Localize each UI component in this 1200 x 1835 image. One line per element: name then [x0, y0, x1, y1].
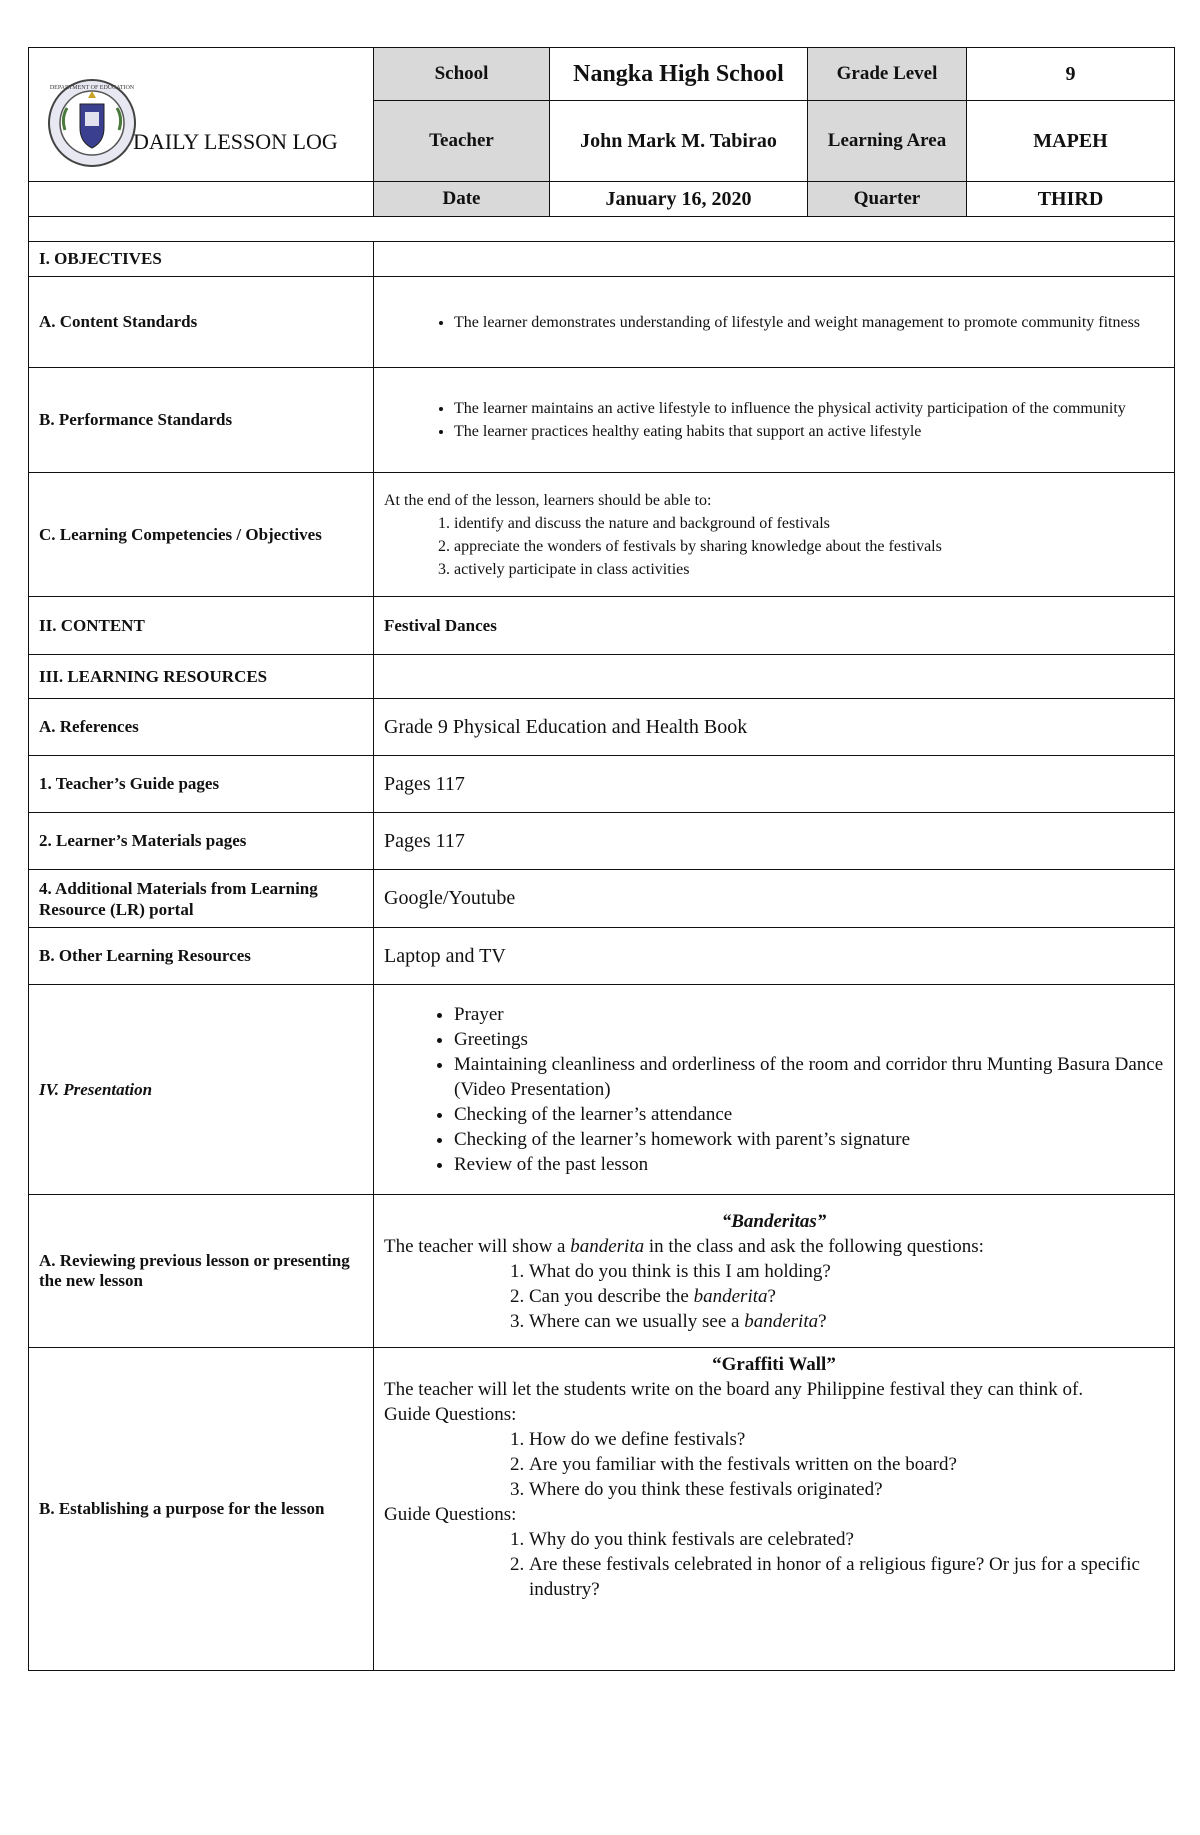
lesson-log-table [28, 47, 1175, 1671]
teacher-label: Teacher [374, 101, 550, 182]
learning-competencies-label: C. Learning Competencies / Objectives [29, 473, 374, 597]
learning-area-label: Learning Area [808, 101, 967, 182]
spacer-row [29, 217, 1175, 242]
list-item: 2. Are these festivals celebrated in honor of a religious figure? Or jus for a specific industry? [529, 1552, 1164, 1602]
other-resources-value: Laptop and TV [374, 928, 1175, 985]
list-item: 1. identify and discuss the nature and background of festivals [454, 512, 1164, 535]
banderitas-title: “Banderitas” [721, 1210, 827, 1232]
list-item: 3. Where do you think these festivals originated? [529, 1477, 1164, 1502]
presentation-label: IV. Presentation [29, 985, 374, 1195]
establishing-label: B. Establishing a purpose for the lesson [29, 1348, 374, 1671]
question-emphasis: banderita [744, 1310, 819, 1332]
list-item: 1. What do you think is this I am holding? [529, 1259, 1164, 1284]
objectives-heading-blank [374, 242, 1175, 277]
performance-standards-label: B. Performance Standards [29, 368, 374, 473]
list-item: • The learner maintains an active lifestyle to influence the physical activity participation of the community [454, 397, 1164, 420]
list-item: • Checking of the learner’s homework with parent’s signature [454, 1127, 1164, 1152]
guide-questions-label: Guide Questions: [384, 1404, 517, 1425]
list-item [529, 1309, 1164, 1334]
list-item: 1. Why do you think festivals are celebrated? [529, 1527, 1164, 1552]
seal-text: DEPARTMENT OF EDUCATION [49, 85, 135, 91]
deped-seal-icon [47, 78, 137, 168]
school-label: School [374, 48, 550, 101]
question-text: ? [818, 1310, 827, 1332]
reviewing-intro [384, 1234, 1164, 1259]
list-item: • Review of the past lesson [454, 1152, 1164, 1177]
learners-materials-label: 2. Learner’s Materials pages [29, 813, 374, 870]
grade-level-label: Grade Level [808, 48, 967, 101]
list-item: 1. How do we define festivals? [529, 1427, 1164, 1452]
date-label: Date [374, 182, 550, 217]
references-label: A. References [29, 699, 374, 756]
date-value: January 16, 2020 [550, 182, 808, 217]
presentation-cell [374, 985, 1175, 1195]
learners-materials-value: Pages 117 [374, 813, 1175, 870]
guide-questions-label: Guide Questions: [384, 1504, 517, 1525]
teachers-guide-label: 1. Teacher’s Guide pages [29, 756, 374, 813]
teacher-value: John Mark M. Tabirao [550, 101, 808, 182]
header-logo-cell [29, 48, 374, 182]
learning-competencies-cell [374, 473, 1175, 597]
reviewing-label: A. Reviewing previous lesson or presenting the new lesson [29, 1195, 374, 1348]
question-emphasis: banderita [693, 1285, 768, 1307]
list-item: • Greetings [454, 1027, 1164, 1052]
competencies-intro: At the end of the lesson, learners should be able to: [384, 491, 712, 509]
additional-materials-label: 4. Additional Materials from Learning Resource (LR) portal [29, 870, 374, 928]
content-value: Festival Dances [374, 597, 1175, 655]
list-item: • The learner demonstrates understanding of lifestyle and weight management to promote community fitness [454, 311, 1164, 334]
list-item: 2. appreciate the wonders of festivals by sharing knowledge about the festivals [454, 535, 1164, 558]
additional-materials-value: Google/Youtube [374, 870, 1175, 928]
graffiti-wall-title: “Graffiti Wall” [712, 1354, 836, 1375]
intro-text: in the class and ask the following questions: [644, 1235, 984, 1257]
list-item: • Maintaining cleanliness and orderliness of the room and corridor thru Munting Basura Dance (Video Presentation) [454, 1052, 1164, 1102]
content-standards-cell [374, 277, 1175, 368]
learning-resources-blank [374, 655, 1175, 699]
quarter-label: Quarter [808, 182, 967, 217]
list-item: 3. actively participate in class activities [454, 558, 1164, 581]
other-resources-label: B. Other Learning Resources [29, 928, 374, 985]
question-text: ? [767, 1285, 776, 1307]
list-item: • The learner practices healthy eating habits that support an active lifestyle [454, 420, 1164, 443]
intro-text: The teacher will show a [384, 1235, 571, 1257]
grade-level-value: 9 [967, 48, 1175, 101]
teachers-guide-value: Pages 117 [374, 756, 1175, 813]
objectives-heading: I. OBJECTIVES [29, 242, 374, 277]
content-heading: II. CONTENT [29, 597, 374, 655]
establishing-cell [374, 1348, 1175, 1671]
learning-resources-heading: III. LEARNING RESOURCES [29, 655, 374, 699]
quarter-value: THIRD [967, 182, 1175, 217]
school-value: Nangka High School [550, 48, 808, 101]
list-item: • Checking of the learner’s attendance [454, 1102, 1164, 1127]
document-title: DAILY LESSON LOG [133, 129, 338, 154]
list-item: • Prayer [454, 1002, 1164, 1027]
reviewing-cell [374, 1195, 1175, 1348]
content-standards-label: A. Content Standards [29, 277, 374, 368]
learning-area-value: MAPEH [967, 101, 1175, 182]
list-item: 2. Are you familiar with the festivals written on the board? [529, 1452, 1164, 1477]
intro-emphasis: banderita [570, 1235, 645, 1257]
list-item [529, 1284, 1164, 1309]
date-row-blank [29, 182, 374, 217]
performance-standards-cell [374, 368, 1175, 473]
question-text: Can you describe the [529, 1285, 694, 1307]
references-value: Grade 9 Physical Education and Health Book [374, 699, 1175, 756]
question-text: Where can we usually see a [529, 1310, 745, 1332]
establishing-intro: The teacher will let the students write on the board any Philippine festival they can think of. [384, 1379, 1084, 1400]
